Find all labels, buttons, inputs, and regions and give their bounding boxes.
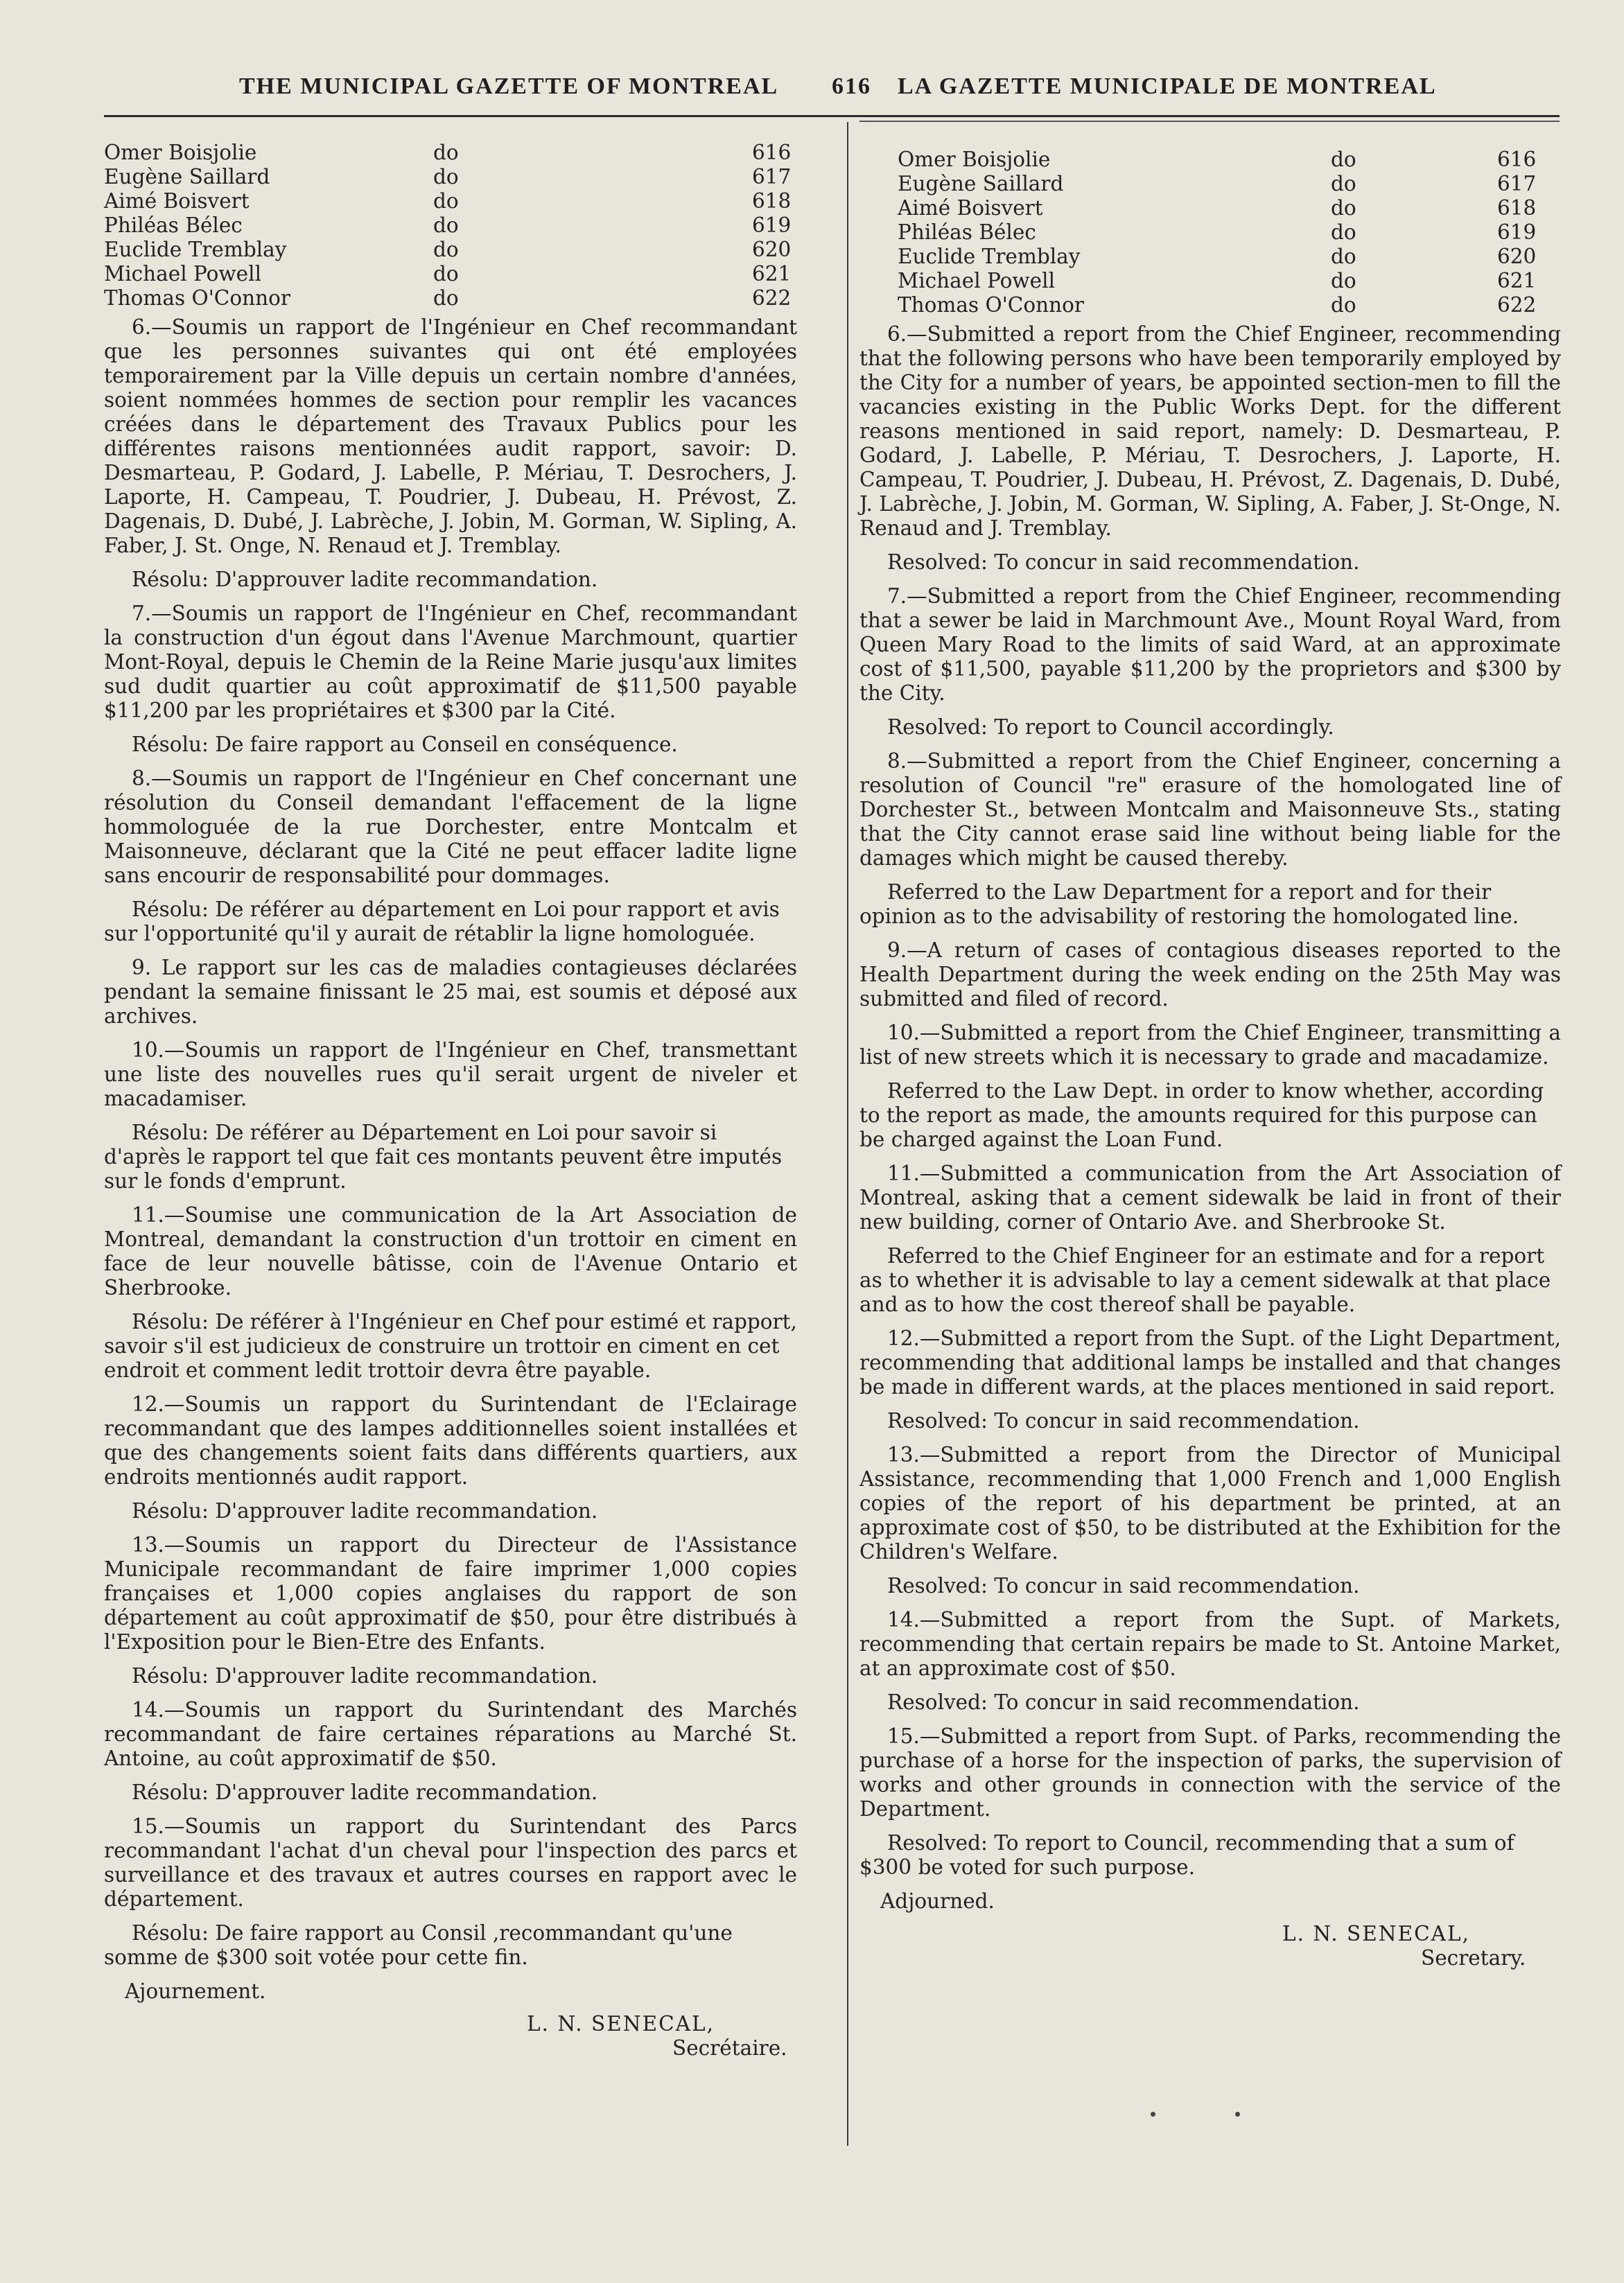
roster-ditto: do [433,165,459,189]
roster-number: 620 [752,238,792,261]
roster-number: 617 [752,165,792,189]
english-column [859,148,1561,1970]
roster-name: Omer Boisjolie [898,148,1051,171]
roster-name: Euclide Tremblay [898,245,1081,268]
roster-row [104,141,797,165]
resolution-12: Resolved: To concur in said recommendation. [887,1409,1360,1433]
roster-ditto: do [1331,148,1356,171]
roster-number: 618 [1497,196,1537,220]
roster-row [104,213,797,238]
resolution-14: Résolu: D'approuver ladite recommandation. [132,1781,598,1804]
roster-name: Thomas O'Connor [898,293,1085,317]
signature-title: Secretary. [1421,1946,1526,1970]
roster-number: 622 [752,286,792,310]
employee-roster [859,148,1561,322]
adjournment: Ajournement. [125,1979,266,2003]
roster-name: Michael Powell [898,269,1056,292]
resolution-8: Résolu: De référer au département en Loi pour rapport et avis sur l'opportunité qu'il y aurait de rétablir la ligne homologuée. [104,898,780,945]
resolution-7: Résolu: De faire rapport au Conseil en conséquence. [132,733,678,756]
minute-item-7: 7.—Soumis un rapport de l'Ingénieur en Chef, recommandant la construction d'un égout dans l'Avenue Marchmount, quartier Mont-Royal, depuis le Chemin de la Reine Marie jusqu'aux limites sud dudit quartier au coût approximatif de $11,500 payable $11,200 par les propriétaires et $300 par la Cité. [104,602,797,722]
roster-row [859,293,1561,317]
adjournment: Adjourned. [880,1889,995,1913]
french-column [104,141,797,2061]
roster-number: 616 [1497,148,1537,171]
roster-name: Eugène Saillard [104,165,270,189]
resolution-14: Resolved: To concur in said recommendation. [887,1690,1360,1714]
minute-item-13: 13.—Submitted a report from the Director of Municipal Assistance, recommending that 1,000 French and 1,000 English copies of the report of his department be printed, at an approximate cost of $50, to be distributed at the Exhibition for the Children's Welfare. [859,1443,1561,1564]
roster-row [859,220,1561,245]
roster-row [104,286,797,310]
minute-item-15: 15.—Submitted a report from Supt. of Parks, recommending the purchase of a horse for the inspection of parks, the supervision of works and other grounds in connection with the service of the Department. [859,1724,1561,1821]
page-number: 616 [832,73,871,99]
roster-row [859,148,1561,172]
roster-number: 620 [1497,245,1537,268]
roster-number: 621 [1497,269,1537,292]
roster-number: 622 [1497,293,1537,317]
roster-row [104,262,797,286]
resolution-15: Resolved: To report to Council, recommending that a sum of $300 be voted for such purpose. [859,1831,1514,1879]
roster-number: 618 [752,189,792,213]
resolution-12: Résolu: D'approuver ladite recommandation. [132,1499,598,1523]
roster-row [104,189,797,213]
resolution-11: Résolu: De référer à l'Ingénieur en Chef pour estimé et rapport, savoir s'il est judicieux de construire un trottoir en ciment en cet endroit et comment ledit trottoir devra être payable. [104,1310,797,1382]
roster-row [859,196,1561,220]
roster-name: Omer Boisjolie [104,141,257,164]
minute-item-10: 10.—Submitted a report from the Chief Engineer, transmitting a list of new streets which it is necessary to grade and macadamize. [859,1021,1561,1069]
roster-ditto: do [1331,245,1356,268]
roster-ditto: do [1331,172,1356,195]
page-header [0,73,1624,115]
signature-name: L. N. SENECAL, [1282,1922,1470,1945]
roster-name: Eugène Saillard [898,172,1064,195]
resolution-6: Résolu: D'approuver ladite recommandation. [132,568,598,591]
roster-name: Michael Powell [104,262,262,286]
minute-item-14: 14.—Submitted a report from the Supt. of Markets, recommending that certain repairs be made to St. Antoine Market, at an approximate cost of $50. [859,1608,1561,1680]
roster-ditto: do [1331,196,1356,220]
minute-item-9: 9. Le rapport sur les cas de maladies contagieuses déclarées pendant la semaine finissant le 25 mai, est soumis et déposé aux archives. [104,956,797,1028]
print-speck [1235,2112,1240,2117]
employee-roster [104,141,797,315]
roster-number: 619 [752,213,792,237]
roster-name: Euclide Tremblay [104,238,287,261]
resolution-7: Resolved: To report to Council accordingly. [887,715,1334,739]
roster-row [104,238,797,262]
roster-number: 621 [752,262,792,286]
minute-item-6: 6.—Submitted a report from the Chief Engineer, recommending that the following persons who have been temporarily employed by the City for a number of years, be appointed section-men to fill the vacancies existing in the Public Works Dept. for the different reasons mentioned in said report, namely: D. Desmarteau, P. Godard, J. Labelle, P. Mériau, T. Desrochers, J. Laporte, H. Campeau, T. Poudrier, J. Dubeau, H. Prévost, Z. Dagenais, D. Dubé, J. Labrèche, J. Jobin, M. Gorman, W. Sipling, A. Faber, J. St-Onge, N. Renaud and J. Tremblay. [859,322,1561,540]
resolution-11: Referred to the Chief Engineer for an estimate and for a report as to whether it is advisable to lay a cement sidewalk at that place and as to how the cost thereof shall be payable. [859,1244,1551,1316]
roster-name: Aimé Boisvert [898,196,1043,220]
roster-ditto: do [1331,220,1356,244]
minute-item-8: 8.—Submitted a report from the Chief Engineer, concerning a resolution of Council "re" erasure of the homologated line of Dorchester St., between Montcalm and Maisonneuve Sts., stating that the City cannot erase said line without being liable for the damages which might be caused thereby. [859,749,1561,870]
roster-name: Philéas Bélec [898,220,1036,244]
header-title-french: LA GAZETTE MUNICIPALE DE MONTREAL [898,73,1437,99]
resolution-15: Résolu: De faire rapport au Consil ,recommandant qu'une somme de $300 soit votée pour cette fin. [104,1921,733,1969]
header-rule [104,115,1560,117]
resolution-13: Resolved: To concur in said recommendation. [887,1574,1360,1598]
minute-item-6: 6.—Soumis un rapport de l'Ingénieur en Chef recommandant que les personnes suivantes qui ont été employées temporairement par la Ville depuis un certain nombre d'années, soient nommées hommes de section pour remplir les vacances créées dans le département des Travaux Publics pour les différentes raisons mentionnées audit rapport, savoir: D. Desmarteau, P. Godard, J. Labelle, P. Mériau, T. Desrochers, J. Laporte, H. Campeau, T. Poudrier, J. Dubeau, H. Prévost, Z. Dagenais, D. Dubé, J. Labrèche, J. Jobin, M. Gorman, W. Sipling, A. Faber, J. St. Onge, N. Renaud et J. Tremblay. [104,315,797,557]
signature-title: Secrétaire. [672,2036,787,2060]
roster-ditto: do [433,286,459,310]
roster-number: 617 [1497,172,1537,195]
header-rule-secondary [859,121,1560,122]
header-title-english: THE MUNICIPAL GAZETTE OF MONTREAL [239,73,779,99]
roster-ditto: do [433,238,459,261]
resolution-10: Referred to the Law Dept. in order to know whether, according to the report as made, the amounts required for this purpose can be charged against the Loan Fund. [859,1079,1544,1151]
roster-name: Philéas Bélec [104,213,243,237]
roster-ditto: do [433,189,459,213]
resolution-10: Résolu: De référer au Département en Loi pour savoir si d'après le rapport tel que fait ces montants peuvent être imputés sur le fonds d'emprunt. [104,1121,783,1193]
minute-item-8: 8.—Soumis un rapport de l'Ingénieur en Chef concernant une résolution du Conseil demandant l'effacement de la ligne hommologuée de la rue Dorchester, entre Montcalm et Maisonneuve, déclarant que la Cité ne peut effacer ladite ligne sans encourir de responsabilité pour dommages. [104,767,797,887]
roster-ditto: do [433,141,459,164]
roster-name: Thomas O'Connor [104,286,291,310]
roster-ditto: do [1331,269,1356,292]
minute-item-14: 14.—Soumis un rapport du Surintendant des Marchés recommandant de faire certaines réparations au Marché St. Antoine, au coût approximatif de $50. [104,1698,797,1770]
roster-row [104,165,797,189]
minute-item-9: 9.—A return of cases of contagious diseases reported to the Health Department during the week ending on the 25th May was submitted and filed of record. [859,938,1561,1011]
roster-name: Aimé Boisvert [104,189,250,213]
minute-item-12: 12.—Soumis un rapport du Surintendant de l'Eclairage recommandant que des lampes additionnelles soient installées et que des changements soient faits dans différents quartiers, aux endroits mentionnés audit rapport. [104,1392,797,1489]
print-speck [1151,2112,1155,2117]
minute-item-11: 11.—Submitted a communication from the Art Association of Montreal, asking that a cement sidewalk be laid in front of their new building, corner of Ontario Ave. and Sherbrooke St. [859,1162,1561,1234]
roster-row [859,269,1561,293]
minute-item-7: 7.—Submitted a report from the Chief Engineer, recommending that a sewer be laid in Marchmount Ave., Mount Royal Ward, from Queen Mary Road to the limits of said Ward, at an approximate cost of $11,500, payable $11,200 by the proprietors and $300 by the City. [859,584,1561,705]
roster-number: 619 [1497,220,1537,244]
roster-number: 616 [752,141,792,164]
minute-item-10: 10.—Soumis un rapport de l'Ingénieur en Chef, transmettant une liste des nouvelles rues qu'il serait urgent de niveler et macadamiser. [104,1038,797,1110]
minute-item-12: 12.—Submitted a report from the Supt. of the Light Department, recommending that additional lamps be installed and that changes be made in different wards, at the places mentioned in said report. [859,1327,1561,1399]
resolution-6: Resolved: To concur in said recommendation. [887,550,1360,574]
roster-row [859,245,1561,269]
roster-ditto: do [1331,293,1356,317]
resolution-8: Referred to the Law Department for a report and for their opinion as to the advisability of restoring the homologated line. [859,880,1519,928]
resolution-13: Résolu: D'approuver ladite recommandation. [132,1664,598,1688]
roster-ditto: do [433,262,459,286]
minute-item-13: 13.—Soumis un rapport du Directeur de l'Assistance Municipale recommandant de faire imprimer 1,000 copies françaises et 1,000 copies anglaises du rapport de son département au coût approximatif de $50, pour être distribués à l'Exposition pour le Bien-Etre des Enfants. [104,1533,797,1654]
column-divider [847,122,848,2146]
roster-row [859,172,1561,196]
signature-name: L. N. SENECAL, [527,2012,715,2036]
roster-ditto: do [433,213,459,237]
minute-item-11: 11.—Soumise une communication de la Art Association de Montreal, demandant la construction d'un trottoir en ciment en face de leur nouvelle bâtisse, coin de l'Avenue Ontario et Sherbrooke. [104,1203,797,1300]
minute-item-15: 15.—Soumis un rapport du Surintendant des Parcs recommandant l'achat d'un cheval pour l'inspection des parcs et surveillance et des travaux et autres courses en rapport avec le département. [104,1814,797,1911]
